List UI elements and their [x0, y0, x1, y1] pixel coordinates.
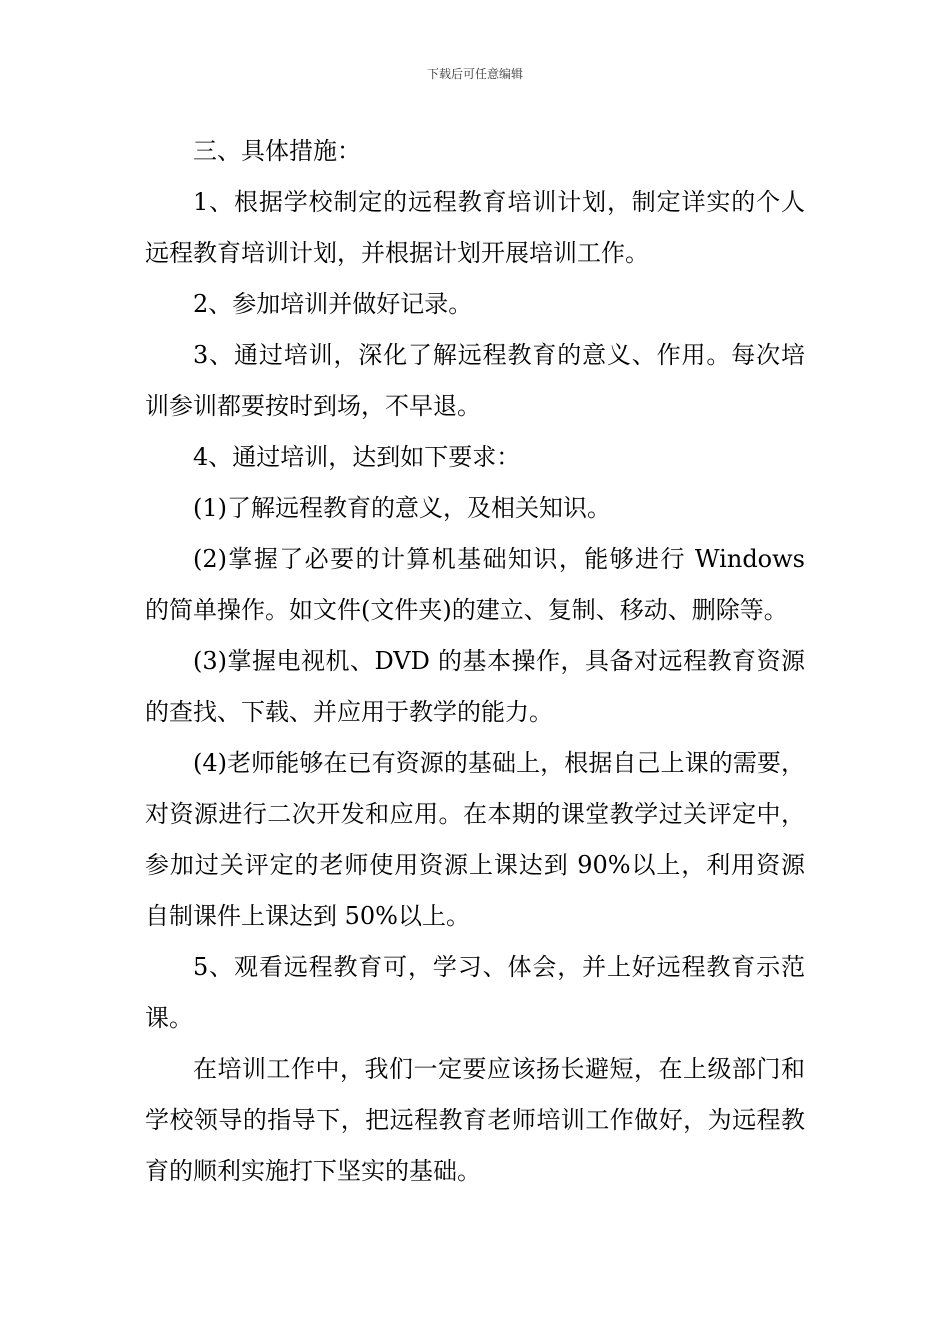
measure-item-2: 2、参加培训并做好记录。 — [193, 290, 473, 318]
measure-item-5: 5、观看远程教育可，学习、体会，并上好远程教育示范课。 — [145, 953, 805, 1032]
measure-item-4: 4、通过培训，达到如下要求： — [193, 443, 521, 471]
requirement-3: (3)掌握电视机、DVD 的基本操作，具备对远程教育资源的查找、下载、并应用于教学的能力。 — [145, 647, 805, 726]
requirement-2: (2)掌握了必要的计算机基础知识，能够进行 Windows 的简单操作。如文件(文件夹)的建立、复制、移动、删除等。 — [145, 545, 805, 624]
document-body — [145, 126, 805, 1197]
requirement-4: (4)老师能够在已有资源的基础上，根据自己上课的需要，对资源进行二次开发和应用。在本期的课堂教学过关评定中，参加过关评定的老师使用资源上课达到 90%以上，利用资源自制课件上课达到 50%以上。 — [145, 749, 805, 930]
measure-item-1: 1、根据学校制定的远程教育培训计划，制定详实的个人远程教育培训计划，并根据计划开展培训工作。 — [145, 188, 805, 267]
closing-paragraph: 在培训工作中，我们一定要应该扬长避短，在上级部门和学校领导的指导下，把远程教育老师培训工作做好，为远程教育的顺利实施打下坚实的基础。 — [145, 1055, 805, 1185]
page-header: 下载后可任意编辑 — [426, 67, 523, 81]
section-heading: 三、具体措施： — [193, 137, 361, 165]
requirement-1: (1)了解远程教育的意义，及相关知识。 — [193, 494, 611, 522]
measure-item-3: 3、通过培训，深化了解远程教育的意义、作用。每次培训参训都要按时到场，不早退。 — [145, 341, 805, 420]
